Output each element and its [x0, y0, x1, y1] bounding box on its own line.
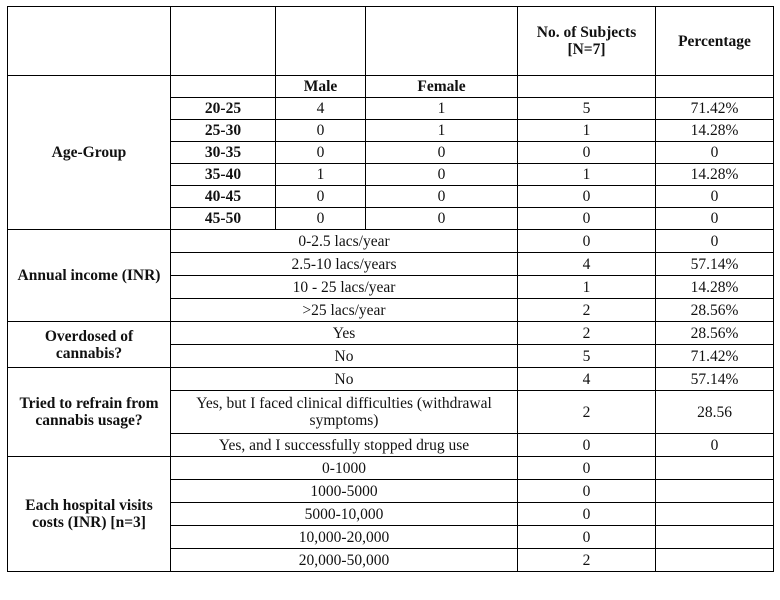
age-male-count: 0	[276, 208, 366, 230]
hospital-percentage-empty	[656, 457, 774, 480]
header-empty-cell	[8, 7, 171, 76]
annual-income-label: Annual income (INR)	[8, 230, 171, 322]
header-row	[8, 7, 774, 76]
hospital-cost-range: 1000-5000	[171, 480, 518, 503]
refrain-row	[8, 368, 774, 391]
hospital-subjects: 0	[518, 526, 656, 549]
age-male-count: 0	[276, 186, 366, 208]
age-range: 40-45	[171, 186, 276, 208]
hospital-subjects: 0	[518, 480, 656, 503]
header-percentage: Percentage	[656, 7, 774, 76]
income-subjects: 4	[518, 253, 656, 276]
hospital-cost-range: 0-1000	[171, 457, 518, 480]
age-female-count: 0	[366, 142, 518, 164]
income-row	[8, 230, 774, 253]
hospital-percentage-empty	[656, 526, 774, 549]
income-subjects: 2	[518, 299, 656, 322]
refrain-label: Tried to refrain from cannabis usage?	[8, 368, 171, 457]
age-female-count: 0	[366, 186, 518, 208]
income-percentage: 0	[656, 230, 774, 253]
income-percentage: 28.56%	[656, 299, 774, 322]
hospital-cost-label: Each hospital visits costs (INR) [n=3]	[8, 457, 171, 572]
age-female-count: 0	[366, 164, 518, 186]
age-female-count: 1	[366, 98, 518, 120]
gender-subheader-row	[8, 76, 774, 98]
overdose-answer: No	[171, 345, 518, 368]
age-percentage: 0	[656, 186, 774, 208]
header-empty-cell	[171, 7, 276, 76]
header-empty-cell	[366, 7, 518, 76]
income-percentage: 57.14%	[656, 253, 774, 276]
hospital-subjects: 0	[518, 457, 656, 480]
age-percentage: 14.28%	[656, 120, 774, 142]
income-subjects: 1	[518, 276, 656, 299]
income-range: 2.5-10 lacs/years	[171, 253, 518, 276]
subheader-empty-cell	[171, 76, 276, 98]
gender-male-header: Male	[276, 76, 366, 98]
age-subjects: 0	[518, 186, 656, 208]
age-subjects: 0	[518, 142, 656, 164]
hospital-cost-range: 20,000-50,000	[171, 549, 518, 572]
age-percentage: 0	[656, 208, 774, 230]
refrain-percentage: 57.14%	[656, 368, 774, 391]
overdose-percentage: 28.56%	[656, 322, 774, 345]
refrain-answer: Yes, and I successfully stopped drug use	[171, 434, 518, 457]
refrain-subjects: 2	[518, 391, 656, 434]
overdose-subjects: 5	[518, 345, 656, 368]
age-range: 35-40	[171, 164, 276, 186]
age-male-count: 0	[276, 142, 366, 164]
refrain-percentage: 0	[656, 434, 774, 457]
age-male-count: 4	[276, 98, 366, 120]
income-range: 0-2.5 lacs/year	[171, 230, 518, 253]
income-range: 10 - 25 lacs/year	[171, 276, 518, 299]
age-range: 25-30	[171, 120, 276, 142]
refrain-subjects: 4	[518, 368, 656, 391]
hospital-percentage-empty	[656, 480, 774, 503]
subheader-empty-cell	[518, 76, 656, 98]
overdose-percentage: 71.42%	[656, 345, 774, 368]
refrain-answer: Yes, but I faced clinical difficulties (withdrawal symptoms)	[171, 391, 518, 434]
age-female-count: 1	[366, 120, 518, 142]
overdose-subjects: 2	[518, 322, 656, 345]
age-subjects: 1	[518, 120, 656, 142]
refrain-answer: No	[171, 368, 518, 391]
hospital-cost-range: 10,000-20,000	[171, 526, 518, 549]
age-range: 20-25	[171, 98, 276, 120]
demographics-table	[7, 6, 774, 572]
age-subjects: 5	[518, 98, 656, 120]
refrain-percentage: 28.56	[656, 391, 774, 434]
hospital-percentage-empty	[656, 503, 774, 526]
hospital-percentage-empty	[656, 549, 774, 572]
income-range: >25 lacs/year	[171, 299, 518, 322]
overdose-answer: Yes	[171, 322, 518, 345]
age-group-label: Age-Group	[8, 76, 171, 230]
age-percentage: 71.42%	[656, 98, 774, 120]
refrain-subjects: 0	[518, 434, 656, 457]
age-range: 30-35	[171, 142, 276, 164]
age-subjects: 0	[518, 208, 656, 230]
header-subjects: No. of Subjects [N=7]	[518, 7, 656, 76]
age-male-count: 0	[276, 120, 366, 142]
age-subjects: 1	[518, 164, 656, 186]
age-percentage: 0	[656, 142, 774, 164]
age-percentage: 14.28%	[656, 164, 774, 186]
subheader-empty-cell	[656, 76, 774, 98]
gender-female-header: Female	[366, 76, 518, 98]
income-subjects: 0	[518, 230, 656, 253]
header-empty-cell	[276, 7, 366, 76]
income-percentage: 14.28%	[656, 276, 774, 299]
hospital-subjects: 2	[518, 549, 656, 572]
hospital-row	[8, 457, 774, 480]
age-range: 45-50	[171, 208, 276, 230]
age-male-count: 1	[276, 164, 366, 186]
hospital-subjects: 0	[518, 503, 656, 526]
age-female-count: 0	[366, 208, 518, 230]
overdose-label: Overdosed of cannabis?	[8, 322, 171, 368]
overdose-row	[8, 322, 774, 345]
hospital-cost-range: 5000-10,000	[171, 503, 518, 526]
